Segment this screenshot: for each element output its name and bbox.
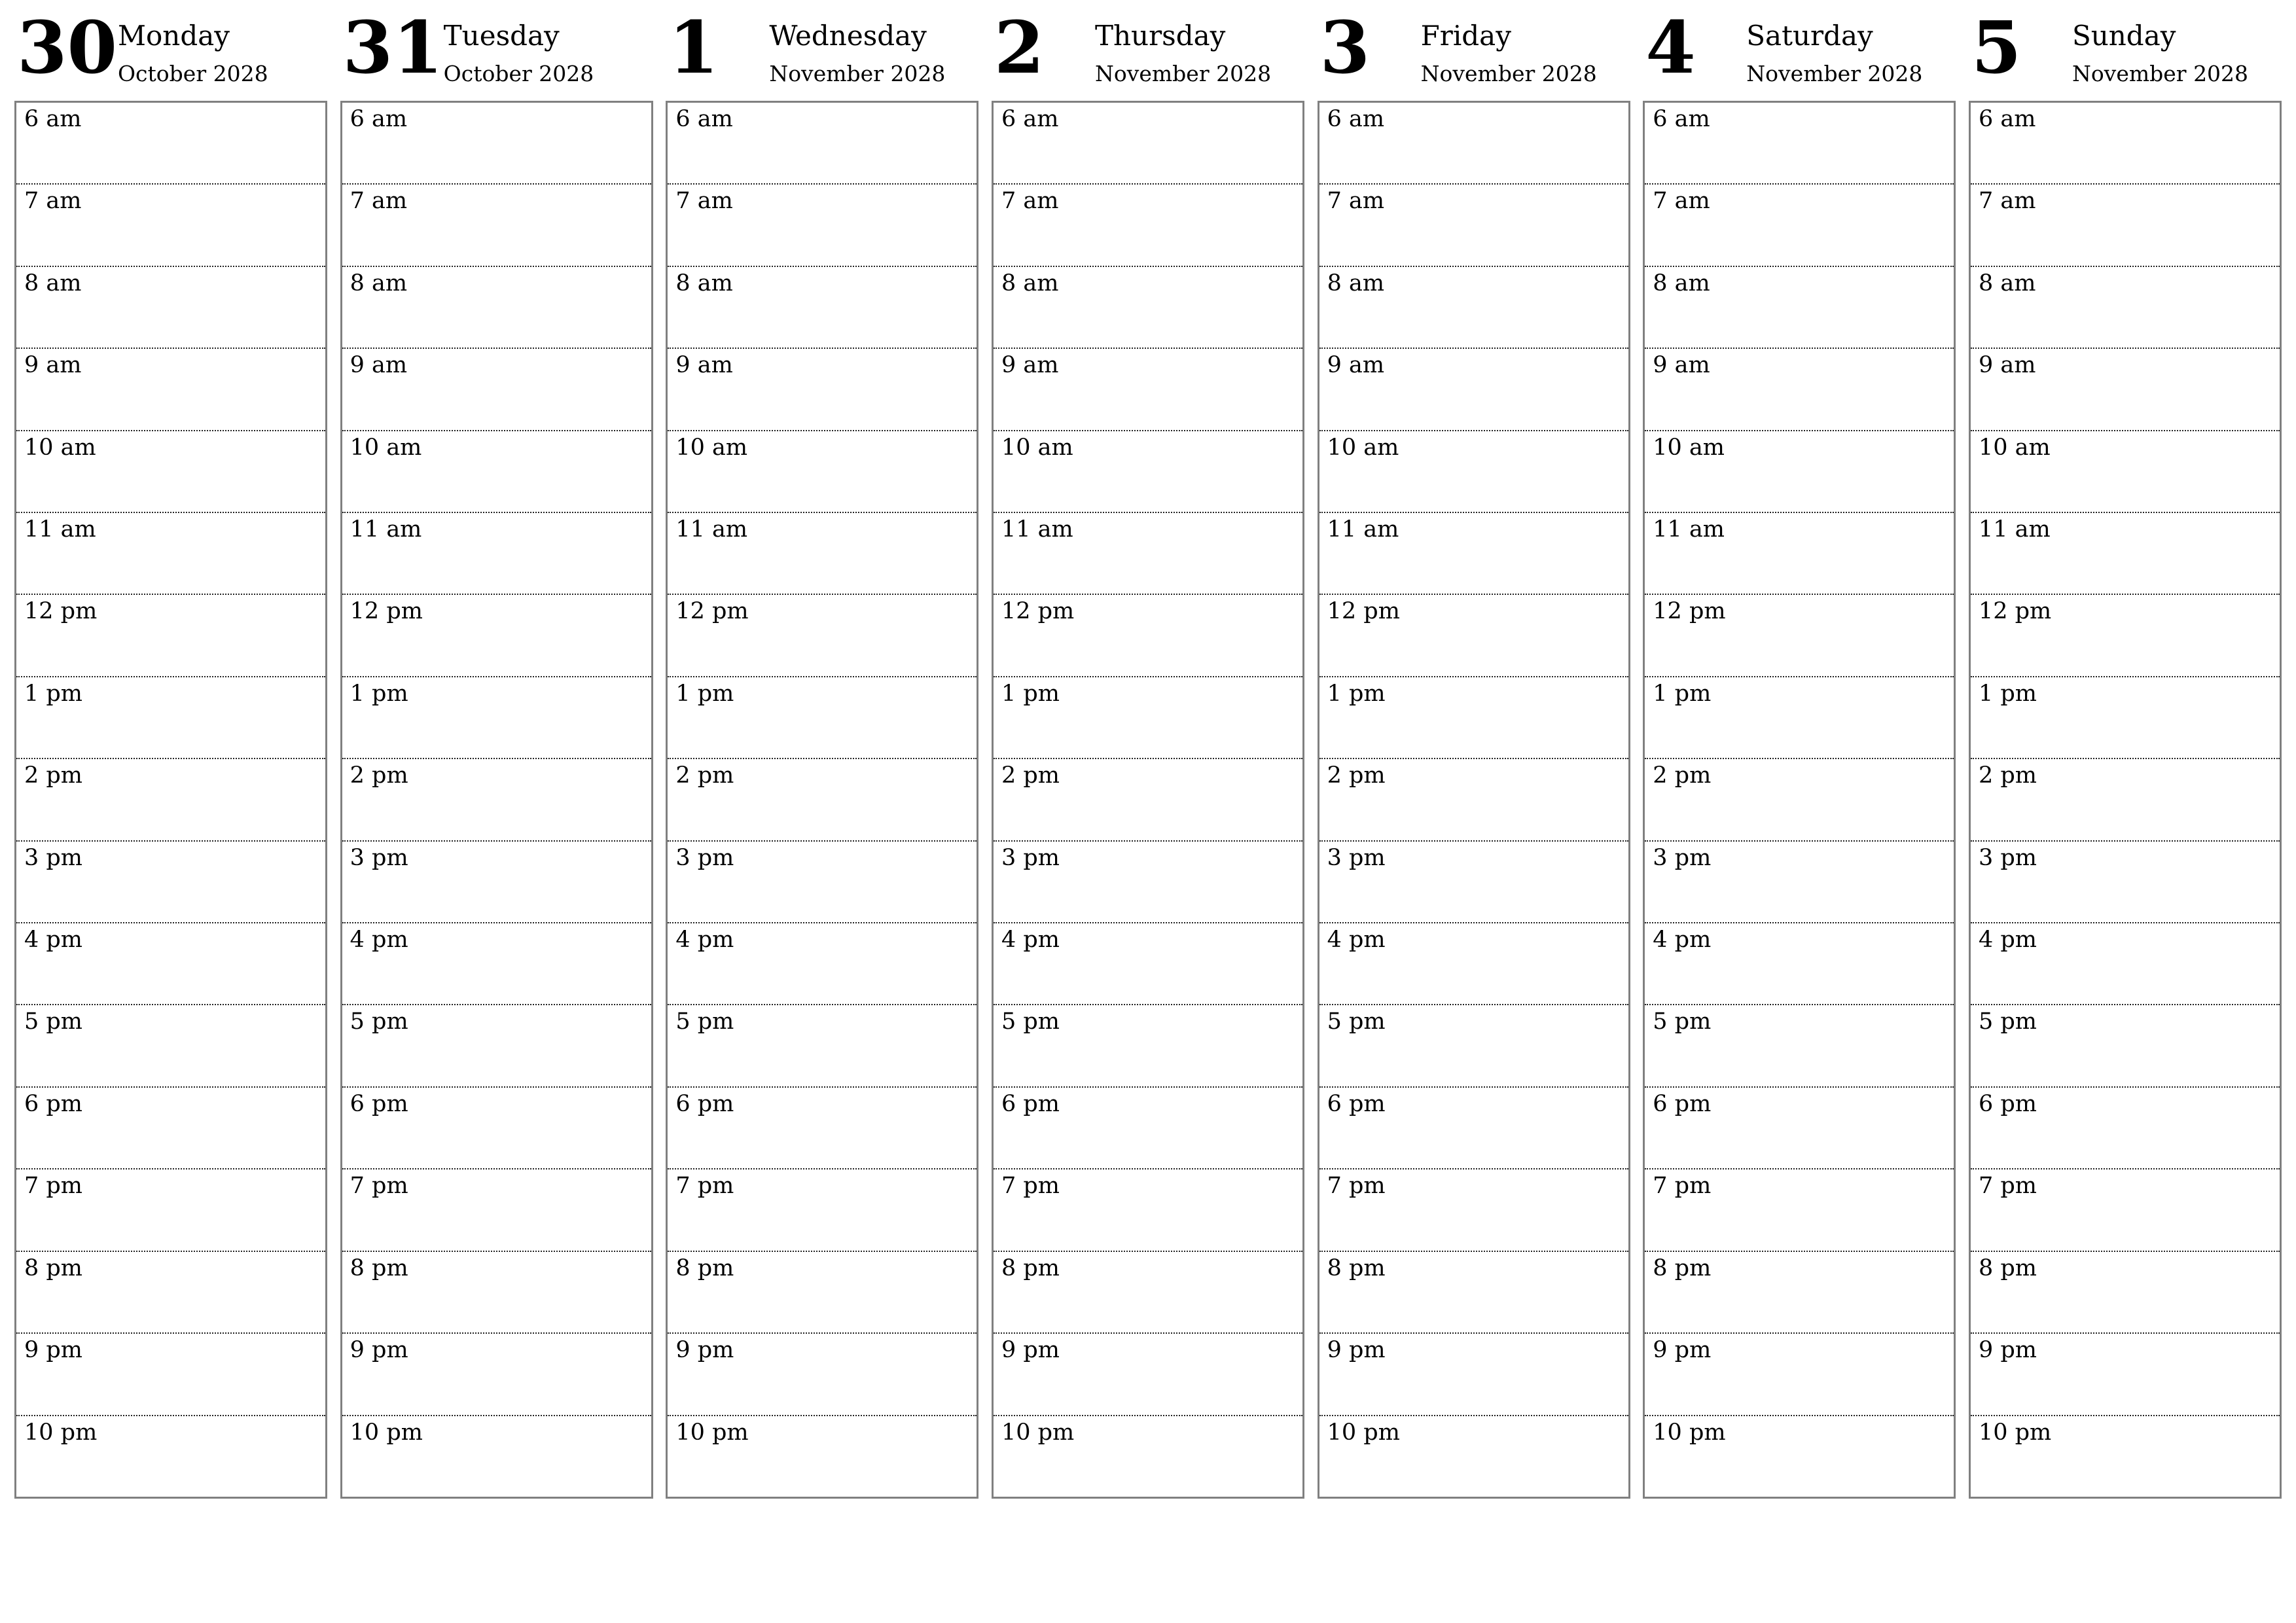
hour-slot[interactable]: 8 am (342, 267, 651, 349)
hour-slot[interactable]: 8 am (1319, 267, 1628, 349)
hour-slot[interactable]: 1 pm (1971, 677, 2280, 759)
hour-slot[interactable]: 7 pm (1971, 1169, 2280, 1251)
hour-slot[interactable]: 10 pm (350, 1419, 423, 1446)
hour-slot[interactable]: 1 pm (1319, 677, 1628, 759)
hour-slot[interactable]: 7 am (1319, 185, 1628, 266)
day-month: November 2028 (2072, 61, 2249, 86)
hour-slot[interactable]: 8 pm (1971, 1252, 2280, 1334)
day-month: October 2028 (118, 61, 268, 86)
hour-slot[interactable]: 6 am (1971, 103, 2280, 185)
hour-slot[interactable]: 1 pm (1645, 677, 1954, 759)
hour-slot[interactable]: 8 am (1645, 267, 1954, 349)
hour-slot[interactable]: 2 pm (1645, 759, 1954, 841)
hour-slot[interactable]: 6 pm (1319, 1088, 1628, 1169)
weekly-planner (14, 0, 2282, 1499)
hour-slot[interactable]: 12 pm (1971, 595, 2280, 677)
hour-slot[interactable]: 2 pm (342, 759, 651, 841)
hour-slot[interactable]: 11 am (16, 513, 325, 595)
hour-slot[interactable]: 8 am (668, 267, 977, 349)
hour-slot[interactable]: 3 pm (342, 842, 651, 923)
hour-box (14, 101, 327, 1499)
hour-slot[interactable]: 10 am (342, 431, 651, 513)
hour-slot[interactable]: 10 pm (1978, 1419, 2052, 1446)
day-name: Saturday (1746, 20, 1873, 52)
hour-slot[interactable]: 9 pm (994, 1334, 1302, 1416)
hour-slot[interactable]: 9 pm (668, 1334, 977, 1416)
hour-slot[interactable]: 7 pm (342, 1169, 651, 1251)
day-name: Tuesday (443, 20, 560, 52)
hour-slot[interactable]: 7 pm (668, 1169, 977, 1251)
hour-slot[interactable]: 2 pm (16, 759, 325, 841)
hour-slot[interactable]: 3 pm (1645, 842, 1954, 923)
hour-slot[interactable]: 7 am (1971, 185, 2280, 266)
day-column (1318, 0, 1630, 1499)
hour-slot[interactable]: 7 pm (16, 1169, 325, 1251)
day-number: 4 (1645, 5, 1696, 90)
hour-slot[interactable]: 7 am (342, 185, 651, 266)
day-header (992, 0, 1304, 101)
hour-slot[interactable]: 5 pm (1319, 1005, 1628, 1087)
hour-slot[interactable]: 6 pm (16, 1088, 325, 1169)
hour-slot[interactable]: 10 pm (24, 1419, 98, 1446)
hour-slot[interactable]: 10 am (994, 431, 1302, 513)
hour-box (1318, 101, 1630, 1499)
hour-slot[interactable]: 7 pm (994, 1169, 1302, 1251)
hour-slot[interactable]: 5 pm (994, 1005, 1302, 1087)
hour-slot[interactable]: 9 pm (1645, 1334, 1954, 1416)
hour-slot[interactable]: 11 am (1319, 513, 1628, 595)
hour-slot[interactable]: 2 pm (994, 759, 1302, 841)
hour-slot[interactable]: 6 pm (668, 1088, 977, 1169)
day-month: November 2028 (1094, 61, 1272, 86)
hour-box (666, 101, 978, 1499)
day-month: November 2028 (1746, 61, 1923, 86)
hour-slot[interactable]: 6 am (668, 103, 977, 185)
hour-slot[interactable]: 9 am (994, 349, 1302, 431)
hour-slot[interactable]: 2 pm (1319, 759, 1628, 841)
hour-slot[interactable]: 3 pm (1319, 842, 1628, 923)
day-name: Sunday (2072, 20, 2176, 52)
hour-slot[interactable]: 6 pm (994, 1088, 1302, 1169)
hour-slot[interactable]: 7 am (16, 185, 325, 266)
day-number: 5 (1971, 5, 2022, 90)
day-column (1643, 0, 1956, 1499)
day-column (14, 0, 327, 1499)
day-header (666, 0, 978, 101)
day-month: November 2028 (1420, 61, 1597, 86)
hour-slot[interactable]: 7 am (994, 185, 1302, 266)
hour-slot[interactable]: 5 pm (1971, 1005, 2280, 1087)
day-header (1643, 0, 1956, 101)
hour-slot[interactable]: 5 pm (342, 1005, 651, 1087)
day-number: 2 (994, 5, 1045, 90)
day-header (340, 0, 653, 101)
hour-slot[interactable]: 2 pm (1971, 759, 2280, 841)
hour-slot[interactable]: 1 pm (668, 677, 977, 759)
hour-slot[interactable]: 12 pm (1319, 595, 1628, 677)
hour-box (1643, 101, 1956, 1499)
day-column (666, 0, 978, 1499)
hour-slot[interactable]: 3 pm (16, 842, 325, 923)
hour-slot[interactable]: 7 pm (1319, 1169, 1628, 1251)
day-number: 30 (17, 5, 118, 90)
hour-slot[interactable]: 3 pm (1971, 842, 2280, 923)
hour-slot[interactable]: 9 am (1971, 349, 2280, 431)
hour-slot[interactable]: 11 am (1971, 513, 2280, 595)
day-column (340, 0, 653, 1499)
hour-slot[interactable]: 10 pm (1327, 1419, 1400, 1446)
hour-slot[interactable]: 9 pm (16, 1334, 325, 1416)
hour-slot[interactable]: 10 pm (1001, 1419, 1075, 1446)
hour-slot[interactable]: 9 pm (1319, 1334, 1628, 1416)
hour-slot[interactable]: 11 am (1645, 513, 1954, 595)
hour-slot[interactable]: 11 am (342, 513, 651, 595)
day-month: November 2028 (769, 61, 946, 86)
hour-slot[interactable]: 9 am (342, 349, 651, 431)
day-name: Wednesday (769, 20, 927, 52)
hour-slot[interactable]: 9 am (1645, 349, 1954, 431)
hour-slot[interactable]: 8 am (1971, 267, 2280, 349)
day-name: Friday (1420, 20, 1511, 52)
hour-slot[interactable]: 8 pm (342, 1252, 651, 1334)
hour-slot[interactable]: 9 am (668, 349, 977, 431)
day-header (14, 0, 327, 101)
hour-slot[interactable]: 9 pm (342, 1334, 651, 1416)
day-column (1969, 0, 2282, 1499)
hour-slot[interactable]: 6 am (342, 103, 651, 185)
hour-slot[interactable]: 10 am (16, 431, 325, 513)
hour-box (992, 101, 1304, 1499)
day-name: Monday (118, 20, 230, 52)
hour-slot[interactable]: 6 am (1645, 103, 1954, 185)
day-header (1969, 0, 2282, 101)
hour-slot[interactable]: 6 pm (342, 1088, 651, 1169)
hour-slot[interactable]: 5 pm (16, 1005, 325, 1087)
hour-slot[interactable]: 7 pm (1645, 1169, 1954, 1251)
day-number: 1 (668, 5, 719, 90)
hour-slot[interactable]: 11 am (668, 513, 977, 595)
hour-slot[interactable]: 5 pm (668, 1005, 977, 1087)
hour-slot[interactable]: 6 pm (1645, 1088, 1954, 1169)
hour-slot[interactable]: 10 pm (675, 1419, 749, 1446)
hour-slot[interactable]: 2 pm (668, 759, 977, 841)
hour-slot[interactable]: 12 pm (994, 595, 1302, 677)
hour-box (340, 101, 653, 1499)
hour-slot[interactable]: 4 pm (342, 923, 651, 1005)
hour-slot[interactable]: 1 pm (994, 677, 1302, 759)
hour-slot[interactable]: 12 pm (668, 595, 977, 677)
hour-slot[interactable]: 8 pm (994, 1252, 1302, 1334)
hour-slot[interactable]: 10 am (1319, 431, 1628, 513)
day-number: 3 (1319, 5, 1371, 90)
hour-slot[interactable]: 8 pm (1645, 1252, 1954, 1334)
hour-slot[interactable]: 4 pm (1645, 923, 1954, 1005)
hour-slot[interactable]: 8 pm (16, 1252, 325, 1334)
hour-slot[interactable]: 8 am (16, 267, 325, 349)
hour-slot[interactable]: 9 pm (1971, 1334, 2280, 1416)
hour-slot[interactable]: 10 am (1971, 431, 2280, 513)
hour-slot[interactable]: 11 am (994, 513, 1302, 595)
hour-slot[interactable]: 9 am (16, 349, 325, 431)
hour-slot[interactable]: 3 pm (994, 842, 1302, 923)
hour-slot[interactable]: 6 am (16, 103, 325, 185)
hour-box (1969, 101, 2282, 1499)
hour-slot[interactable]: 1 pm (342, 677, 651, 759)
hour-slot[interactable]: 10 am (1645, 431, 1954, 513)
hour-slot[interactable]: 7 am (1645, 185, 1954, 266)
hour-slot[interactable]: 10 pm (1653, 1419, 1726, 1446)
hour-slot[interactable]: 8 pm (668, 1252, 977, 1334)
hour-slot[interactable]: 4 pm (1319, 923, 1628, 1005)
hour-slot[interactable]: 1 pm (16, 677, 325, 759)
hour-slot[interactable]: 8 pm (1319, 1252, 1628, 1334)
hour-slot[interactable]: 9 am (1319, 349, 1628, 431)
hour-slot[interactable]: 6 am (994, 103, 1302, 185)
day-number: 31 (342, 5, 443, 90)
day-column (992, 0, 1304, 1499)
hour-slot[interactable]: 6 pm (1971, 1088, 2280, 1169)
hour-slot[interactable]: 8 am (994, 267, 1302, 349)
hour-slot[interactable]: 12 pm (16, 595, 325, 677)
hour-slot[interactable]: 4 pm (1971, 923, 2280, 1005)
day-header (1318, 0, 1630, 101)
hour-slot[interactable]: 7 am (668, 185, 977, 266)
hour-slot[interactable]: 4 pm (994, 923, 1302, 1005)
hour-slot[interactable]: 12 pm (342, 595, 651, 677)
hour-slot[interactable]: 12 pm (1645, 595, 1954, 677)
hour-slot[interactable]: 4 pm (668, 923, 977, 1005)
hour-slot[interactable]: 10 am (668, 431, 977, 513)
hour-slot[interactable]: 5 pm (1645, 1005, 1954, 1087)
day-month: October 2028 (443, 61, 594, 86)
hour-slot[interactable]: 4 pm (16, 923, 325, 1005)
hour-slot[interactable]: 3 pm (668, 842, 977, 923)
day-name: Thursday (1094, 20, 1226, 52)
hour-slot[interactable]: 6 am (1319, 103, 1628, 185)
